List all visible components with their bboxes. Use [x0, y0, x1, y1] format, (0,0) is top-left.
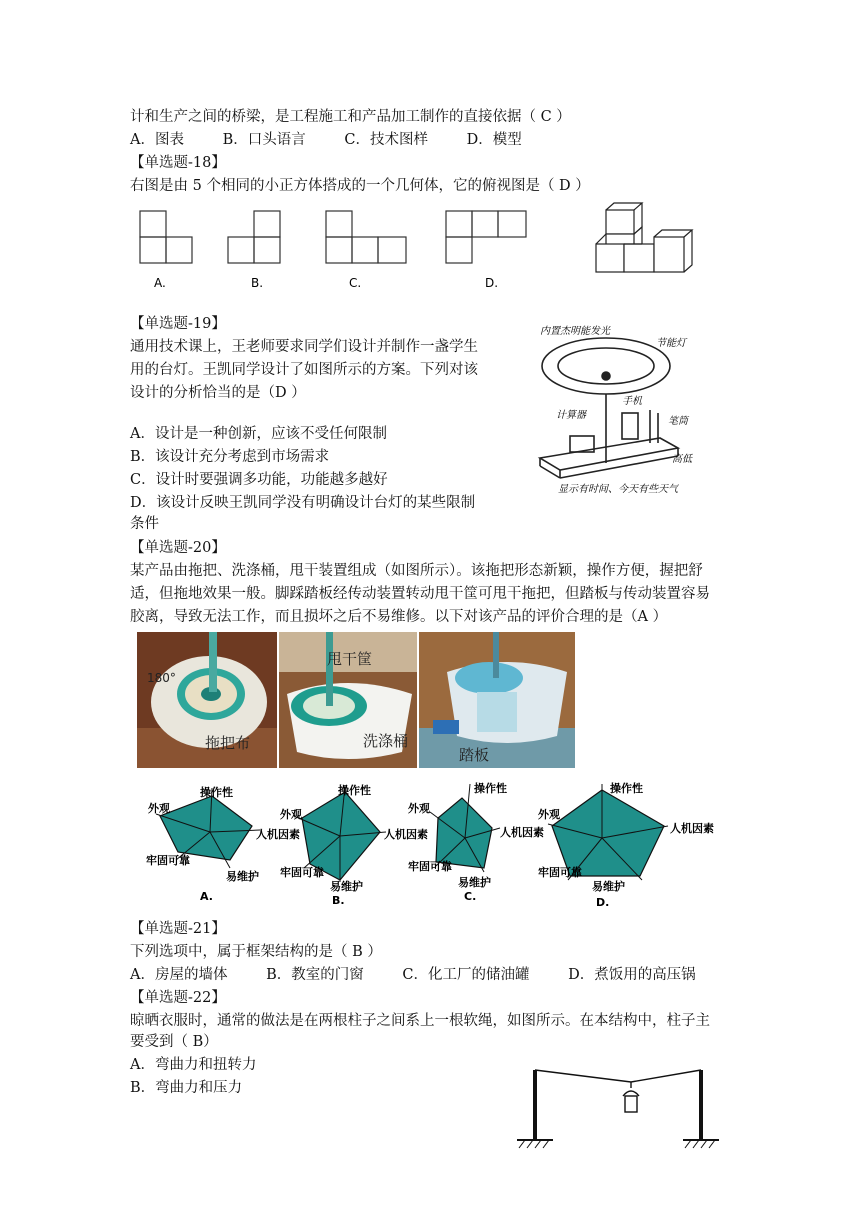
- radar-c-axis-operability: 操作性: [474, 782, 507, 795]
- q21-options: [130, 965, 730, 985]
- q18-option-a-figure: [140, 211, 192, 263]
- photo-label-spin-basket: 甩干筐: [327, 650, 373, 668]
- q22-line-2: 要受到（ B）: [130, 1034, 218, 1050]
- q18-label-c: C.: [349, 276, 362, 290]
- radar-a-axis-appearance: 外观: [148, 802, 170, 815]
- radar-a-axis-ergonomics: 人机因素: [256, 828, 300, 841]
- radar-a-label: A.: [200, 890, 213, 903]
- q19-header: 【单选题-19】: [130, 316, 226, 332]
- radar-c: [408, 781, 544, 903]
- q19-option-d-tail: 条件: [130, 516, 159, 532]
- q20-radar-charts: [140, 772, 714, 912]
- radar-a-axis-maintain: 易维护: [226, 870, 259, 883]
- q18-solid-figure: [596, 203, 692, 272]
- q19-option-b[interactable]: B．该设计充分考虑到市场需求: [130, 449, 330, 465]
- q21-option-b[interactable]: B．教室的门窗: [266, 967, 364, 983]
- q19-option-c[interactable]: C．设计时要强调多功能，功能越多越好: [130, 472, 388, 488]
- radar-d-label: D.: [596, 896, 610, 909]
- q17-option-d[interactable]: D．模型: [466, 132, 522, 148]
- q19-note-light: 内置杰明能发光: [540, 326, 610, 337]
- radar-c-axis-ergonomics: 人机因素: [500, 826, 544, 839]
- q18-label-a: A.: [154, 276, 166, 290]
- radar-b-axis-operability: 操作性: [338, 784, 371, 797]
- photo-label-wash-bucket: 洗涤桶: [363, 732, 409, 750]
- q19-line-3: 设计的分析恰当的是（D ）: [130, 385, 306, 401]
- q17-text: 计和生产之间的桥梁，是工程施工和产品加工制作的直接依据（ C ）: [130, 109, 571, 125]
- q20-line-3: 胶离，导致无法工作，而且损坏之后不易维修。以下对该产品的评价合理的是（A ）: [130, 609, 668, 625]
- radar-b-axis-maintain: 易维护: [330, 880, 363, 893]
- q17-options: [130, 130, 556, 150]
- q22-header: 【单选题-22】: [130, 990, 226, 1006]
- q17-option-c[interactable]: C．技术图样: [344, 132, 428, 148]
- q18-option-c-figure: [326, 211, 406, 263]
- pedal-bucket-photo: [419, 632, 575, 768]
- q18-option-b-figure: [228, 211, 280, 263]
- q18-label-b: B.: [251, 276, 264, 290]
- radar-d-axis-durable: 牢固可靠: [538, 866, 582, 879]
- radar-a-axis-durable: 牢固可靠: [146, 854, 190, 867]
- q20-header: 【单选题-20】: [130, 540, 226, 556]
- q22-option-b[interactable]: B．弯曲力和压力: [130, 1080, 243, 1096]
- radar-d: [538, 781, 714, 909]
- radar-b-axis-appearance: 外观: [280, 808, 302, 821]
- radar-b-axis-durable: 牢固可靠: [280, 866, 324, 879]
- photo-label-mop-cloth: 拖把布: [205, 734, 251, 752]
- photo-label-180: 180°: [147, 671, 176, 685]
- radar-c-axis-maintain: 易维护: [458, 876, 491, 889]
- q18-text: 右图是由 5 个相同的小正方体搭成的一个几何体，它的俯视图是（ D ）: [130, 178, 590, 194]
- q18-label-d: D.: [485, 276, 499, 290]
- q21-header: 【单选题-21】: [130, 921, 226, 937]
- q19-lamp-sketch: [510, 318, 710, 498]
- radar-b-label: B.: [332, 894, 345, 907]
- q21-option-c[interactable]: C．化工厂的储油罐: [402, 967, 530, 983]
- q19-line-1: 通用技术课上，王老师要求同学们设计并制作一盏学生: [130, 339, 478, 355]
- q18-header: 【单选题-18】: [130, 155, 226, 171]
- radar-a: [146, 785, 300, 903]
- radar-b: [280, 783, 428, 907]
- q20-photos: [137, 632, 577, 768]
- radar-d-axis-ergonomics: 人机因素: [670, 822, 714, 835]
- q19-line-2: 用的台灯。王凯同学设计了如图所示的方案。下列对该: [130, 362, 478, 378]
- radar-d-axis-operability: 操作性: [610, 782, 643, 795]
- q19-note-phone: 手机: [622, 396, 642, 407]
- q18-figures: [0, 200, 860, 300]
- q17-option-a[interactable]: A．图表: [130, 132, 184, 148]
- q19-option-a[interactable]: A．设计是一种创新，应该不受任何限制: [130, 426, 387, 442]
- q19-note-time: 显示有时间、今天有些天气: [558, 484, 678, 495]
- q19-note-pen: 笔筒: [668, 416, 688, 427]
- q22-clothesline-figure: [505, 1050, 735, 1160]
- radar-d-axis-maintain: 易维护: [592, 880, 625, 893]
- radar-d-axis-appearance: 外观: [538, 808, 560, 821]
- q20-line-2: 适，但拖地效果一般。脚踩踏板经传动装置转动甩干筐可甩干拖把，但踏板与传动装置容易: [130, 586, 710, 602]
- q17-option-b[interactable]: B．口头语言: [222, 132, 306, 148]
- q22-option-a[interactable]: A．弯曲力和扭转力: [130, 1057, 257, 1073]
- radar-c-axis-appearance: 外观: [408, 802, 430, 815]
- q21-text: 下列选项中，属于框架结构的是（ B ）: [130, 944, 382, 960]
- radar-b-axis-ergonomics: 人机因素: [384, 828, 428, 841]
- radar-a-axis-operability: 操作性: [200, 786, 233, 799]
- q19-note-energy: 节能灯: [656, 338, 686, 349]
- q19-option-d[interactable]: D．该设计反映王凯同学没有明确设计台灯的某些限制: [130, 495, 476, 511]
- q18-option-d-figure: [446, 211, 526, 263]
- radar-c-axis-durable: 牢固可靠: [408, 860, 452, 873]
- q19-note-height: 高低: [672, 454, 692, 465]
- q20-line-1: 某产品由拖把、洗涤桶，甩干装置组成（如图所示）。该拖把形态新颖，操作方便，握把舒: [130, 563, 703, 579]
- q21-option-a[interactable]: A．房屋的墙体: [130, 967, 228, 983]
- q21-option-d[interactable]: D．煮饭用的高压锅: [568, 967, 696, 983]
- radar-c-label: C.: [464, 890, 477, 903]
- q22-line-1: 晾晒衣服时，通常的做法是在两根柱子之间系上一根软绳，如图所示。在本结构中，柱子主: [130, 1013, 710, 1029]
- photo-label-pedal: 踏板: [459, 746, 490, 764]
- q19-note-calc: 计算器: [556, 410, 586, 421]
